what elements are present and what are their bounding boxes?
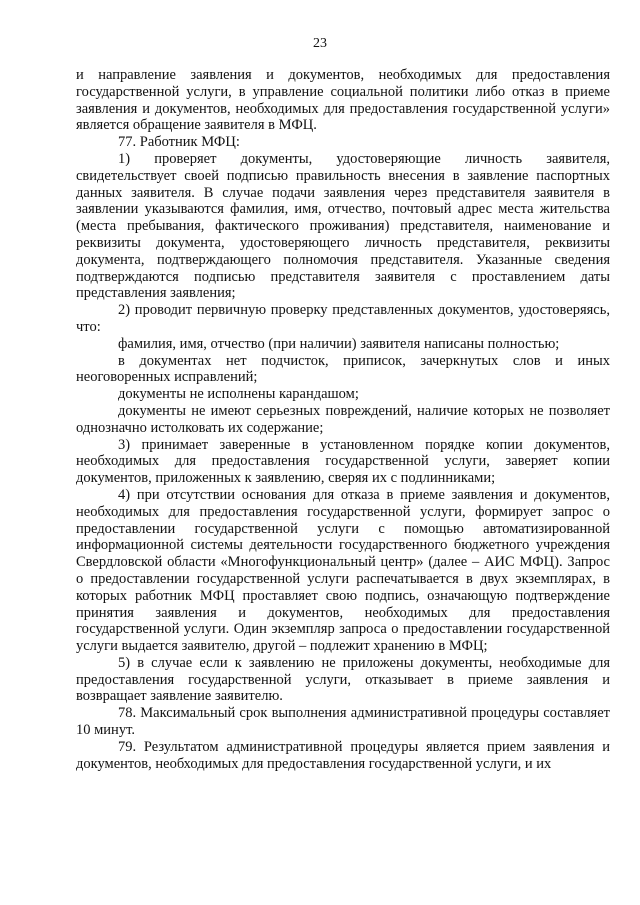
paragraph-79: 79. Результатом административной процедуры является прием заявления и документов, необходимых для предоставления государственной услуги, и их [76, 738, 610, 772]
paragraph-78: 78. Максимальный срок выполнения административной процедуры составляет 10 минут. [76, 705, 610, 739]
paragraph-check-names: фамилия, имя, отчество (при наличии) заявителя написаны полностью; [118, 335, 560, 352]
paragraph-77-item-2: 2) проводит первичную проверку представленных документов, удостоверяясь, что: [76, 302, 610, 335]
paragraph-77-item-3: 3) принимает заверенные в установленном порядке копии документов, необходимых для предоставления государственной услуги, заверяет копии документов, приложенных к заявлению, сверяя их с подлинниками; [76, 436, 610, 487]
paragraph-77-item-1: 1) проверяет документы, удостоверяющие личность заявителя, свидетельствует своей подписью правильность внесения в заявление паспортных данных заявителя. В случае подачи заявления через представителя заявителя в заявлении указываются фамилия, имя, отчество, почтовый адрес места жительства (места пребывания, фактического проживания) представителя, наименование и реквизиты документа, удостоверяющего личность представителя, реквизиты документа, подтверждающего полномочия представителя. Указанные сведения подтверждаются подписью представителя заявителя с проставлением даты представления заявления; [76, 150, 610, 302]
document-body [76, 67, 610, 772]
page-number: 23 [313, 36, 327, 51]
paragraph-check-corrections: в документах нет подчисток, приписок, зачеркнутых слов и иных неоговоренных исправлений; [76, 352, 610, 386]
paragraph-77-item-5: 5) в случае если к заявлению не приложены документы, необходимые для предоставления государственной услуги, отказывает в приеме заявления и возвращает заявление заявителю. [76, 654, 610, 705]
paragraph-77-item-4: 4) при отсутствии основания для отказа в приеме заявления и документов, необходимых для предоставления государственной услуги, формирует запрос о предоставлении государственной услуги с помощью автоматизированной информационной системы деятельности государственного бюджетного учреждения Свердловской области «Многофункциональный центр» (далее – АИС МФЦ). Запрос о предоставлении государственной услуги распечатывается в двух экземплярах, в которых работник МФЦ проставляет свою подпись, означающую подтверждение принятия заявления и документов, необходимых для предоставления государственной услуги. Один экземпляр запроса о предоставлении государственной услуги выдается заявителю, другой – подлежит хранению в МФЦ; [76, 486, 610, 655]
paragraph-check-damage: документы не имеют серьезных повреждений, наличие которых не позволяет однозначно истолковать их содержание; [76, 402, 610, 436]
paragraph-77: 77. Работник МФЦ: [118, 134, 240, 151]
paragraph-intro: и направление заявления и документов, необходимых для предоставления государственной услуги, в управление социальной политики либо отказ в приеме заявления и документов, необходимых для предоставления государственной услуги» является обращение заявителя в МФЦ. [76, 67, 610, 134]
paragraph-check-pencil: документы не исполнены карандашом; [118, 386, 359, 403]
